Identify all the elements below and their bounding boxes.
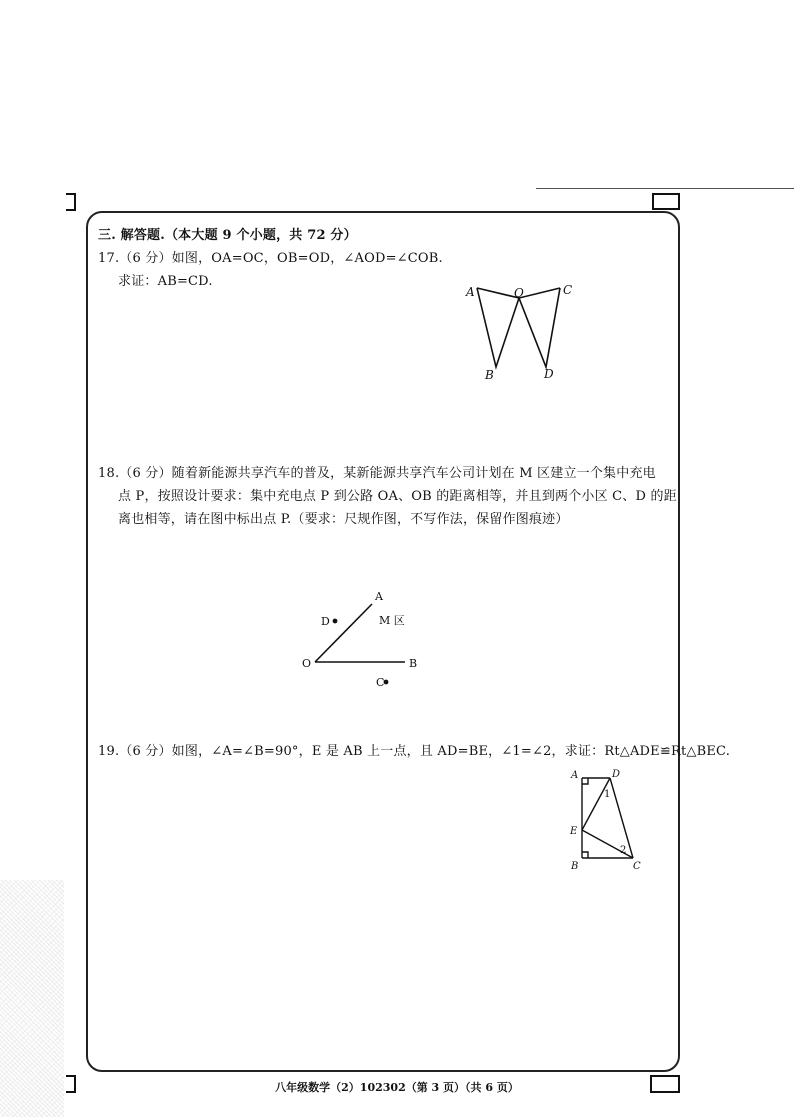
q18-label-C: C (376, 676, 385, 689)
q17-seg-A-O-B (477, 288, 519, 367)
q17-seg-C-O-D (519, 288, 560, 367)
q19-label-E: E (570, 826, 578, 837)
q18-figure (315, 604, 405, 662)
q17-line1: 17.（6 分）如图，OA=OC，OB=OD，∠AOD=∠COB. (98, 251, 443, 266)
q19-label-C: C (633, 861, 641, 872)
q18-line3: 离也相等，请在图中标出点 P.（要求：尺规作图，不写作法，保留作图痕迹） (118, 512, 569, 527)
q19-label-2: 2 (620, 845, 627, 856)
q17-label-C: C (563, 283, 573, 297)
q18-label-O: O (302, 657, 312, 670)
q18-label-A: A (375, 590, 383, 603)
q17-label-A: A (466, 285, 475, 299)
q19-right-angle-A (582, 778, 588, 784)
q19-label-A: A (571, 770, 579, 781)
q19-label-D: D (612, 769, 621, 780)
q18-label-B: B (409, 657, 418, 670)
q19-label-B: B (571, 861, 579, 872)
q18-label-D: D (321, 615, 330, 628)
q17-label-O: O (514, 286, 524, 300)
q18-road-OA (315, 604, 372, 662)
q18-line1: 18.（6 分）随着新能源共享汽车的普及，某新能源共享汽车公司计划在 M 区建立一个集中充电 (98, 466, 656, 481)
q19-label-1: 1 (604, 789, 611, 800)
section-title: 三. 解答题.（本大题 9 个小题，共 72 分） (98, 228, 357, 243)
q18-point-D (333, 619, 338, 624)
q17-line2: 求证：AB=CD. (118, 274, 213, 289)
q18-label-M: M 区 (379, 614, 405, 627)
q19-seg-DE (582, 778, 610, 830)
q18-line2: 点 P，按照设计要求：集中充电点 P 到公路 OA、OB 的距离相等，并且到两个小区 C、D 的距 (118, 489, 677, 504)
q17-label-D: D (544, 367, 554, 381)
q17-label-B: B (485, 368, 494, 382)
page-footer: 八年级数学（2）102302（第 3 页）（共 6 页） (275, 1081, 519, 1094)
q19-right-angle-B (582, 852, 588, 858)
q19-line1: 19.（6 分）如图，∠A=∠B=90°，E 是 AB 上一点，且 AD=BE，∠1=∠2，求证：Rt△ADE≌Rt△BEC. (98, 744, 731, 759)
